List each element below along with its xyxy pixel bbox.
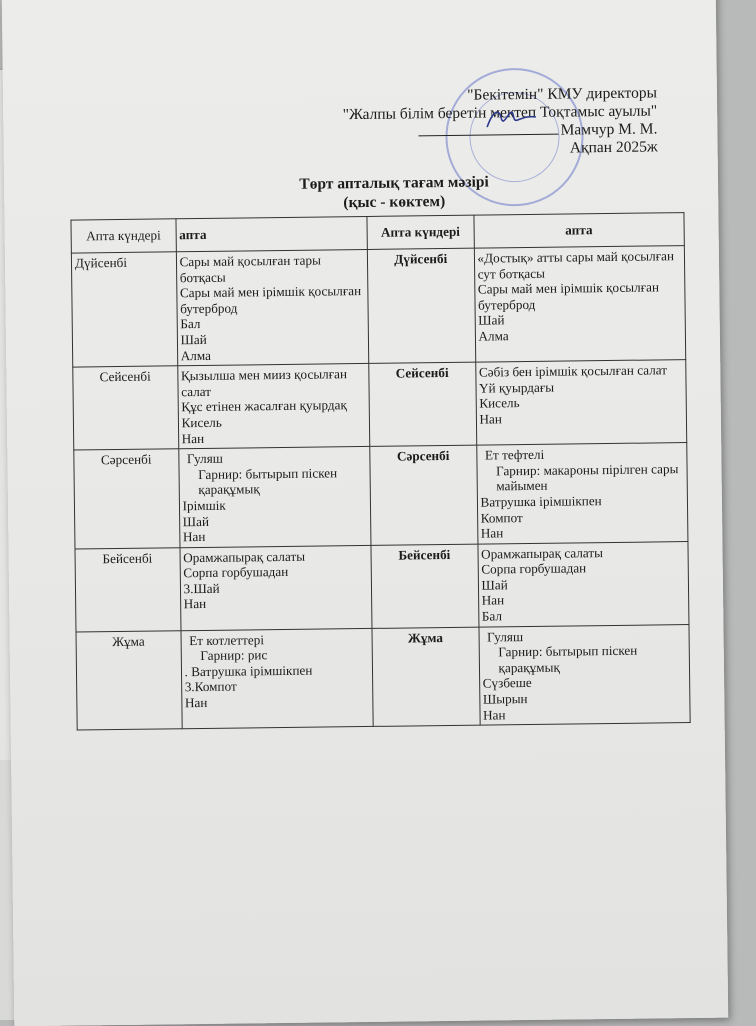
title-line-2: (қыс - көктем) [343, 192, 446, 212]
menu-cell [476, 443, 688, 544]
approval-header [237, 84, 658, 161]
menu-item: Нан [480, 525, 504, 541]
weekday-cell: Сейсенбі [369, 362, 477, 446]
weekday-cell: Дүйсенбі [367, 248, 475, 363]
menu-item: Гуляш [186, 450, 224, 467]
weekday-cell: Жұма [372, 627, 480, 727]
weekday-cell: Сейсенбі [73, 366, 179, 450]
menu-cell [479, 624, 691, 725]
header-weekdays-1: Апта күндері [71, 219, 176, 253]
menu-item: Нан [482, 706, 506, 723]
menu-item: Нан [183, 596, 207, 612]
menu-cell [176, 249, 369, 365]
menu-item: Нан [481, 592, 505, 609]
menu-item: Үй қуырдағы [478, 379, 555, 396]
menu-item: Нан [181, 430, 205, 446]
menu-item: Гарнир: макароны пірілген сары майымен [496, 460, 679, 494]
menu-cell [177, 364, 369, 449]
menu-item: Құс етінен жасалған қуырдақ [181, 397, 347, 415]
approval-line-1: "Бекітемін" КМУ директоры [467, 84, 658, 104]
menu-item: Ірімшік [182, 497, 226, 514]
menu-item: Шай [182, 513, 210, 529]
menu-item: «Достық» атты сары май қосылған сут ботқасы [477, 248, 675, 282]
menu-item: Нан [182, 529, 206, 545]
approval-line-2: "Жалпы білім беретін мектеп Тоқтамыс ауылы" [342, 102, 658, 124]
menu-item: Шай [481, 577, 508, 593]
handwritten-signature [481, 104, 541, 135]
menu-document-page [2, 0, 729, 1026]
menu-item: 3.Компот [184, 679, 237, 695]
menu-item: Гарнир: рис [200, 647, 268, 664]
menu-item: Қызылша мен мииз қосылған салат [180, 366, 348, 399]
menu-item: Гарнир: бытырып піскен қарақұмық [498, 642, 638, 676]
table-row [76, 624, 690, 730]
table-row [75, 541, 689, 631]
menu-item: Шай [478, 312, 505, 328]
menu-cell [474, 246, 686, 363]
approval-date: Ақпан 2025ж [569, 138, 658, 157]
menu-item: Ет тефтелі [484, 446, 545, 463]
menu-item: 3.Шай [183, 580, 220, 597]
menu-cell [475, 360, 686, 446]
header-week-1: апта [176, 216, 368, 251]
weekday-cell: Дүйсенбі [71, 252, 177, 367]
menu-item: Сүзбеше [482, 675, 532, 692]
menu-cell [180, 545, 372, 630]
menu-cell [477, 541, 688, 627]
title-line-1: Төрт апталық тағам мәзірі [299, 173, 489, 193]
weekday-cell: Сәрсенбі [370, 445, 478, 545]
weekday-cell: Сәрсенбі [74, 449, 180, 549]
weekly-menu-table [70, 212, 690, 731]
menu-item: Орамжапырақ салаты [183, 548, 306, 565]
menu-item: Орамжапырақ салаты [481, 544, 604, 562]
menu-item: Сары май мен ірімшік қосылған бутерброд [179, 283, 362, 317]
weekday-cell: Бейсенбі [75, 547, 181, 631]
menu-item: Шырын [482, 691, 528, 707]
menu-item: Гуляш [487, 628, 524, 645]
header-weekdays-2: Апта күндері [367, 215, 474, 249]
menu-item: . Ватрушка ірімшікпен [184, 662, 313, 680]
menu-item: Сорпа горбушадан [481, 560, 587, 577]
menu-item: Сәбіз бен ірімшік қосылған салат [478, 362, 668, 380]
menu-item: Сары май қосылған тары ботқасы [179, 252, 321, 285]
menu-item: Шай [180, 331, 207, 348]
menu-item: Кисель [479, 395, 520, 411]
menu-item: Алма [180, 347, 212, 363]
menu-item: Сорпа горбушадан [183, 564, 289, 581]
director-name: Мамчур М. М. [560, 120, 658, 139]
table-row [73, 360, 687, 450]
header-week-2: апта [473, 213, 684, 249]
document-title [114, 170, 674, 215]
menu-item: Алма [478, 328, 509, 344]
menu-item: Нан [184, 694, 208, 711]
menu-item: Гарнир: бытырып піскен қарақұмық [198, 465, 338, 498]
menu-item: Бал [481, 608, 503, 624]
menu-item: Компот [480, 509, 523, 526]
menu-cell [181, 628, 374, 729]
menu-item: Бал [180, 316, 201, 332]
table-row [71, 246, 685, 368]
weekday-cell: Жұма [76, 630, 182, 730]
menu-item: Ватрушка ірімшікпен [480, 493, 602, 510]
menu-item: Ет котлеттері [189, 631, 265, 648]
menu-item: Сары май мен ірімшік қосылған бутерброд [477, 279, 660, 313]
menu-cell [178, 447, 371, 548]
menu-item: Кисель [181, 414, 222, 431]
weekday-cell: Бейсенбі [371, 544, 479, 628]
table-row [74, 443, 688, 549]
menu-item: Нан [479, 411, 502, 427]
